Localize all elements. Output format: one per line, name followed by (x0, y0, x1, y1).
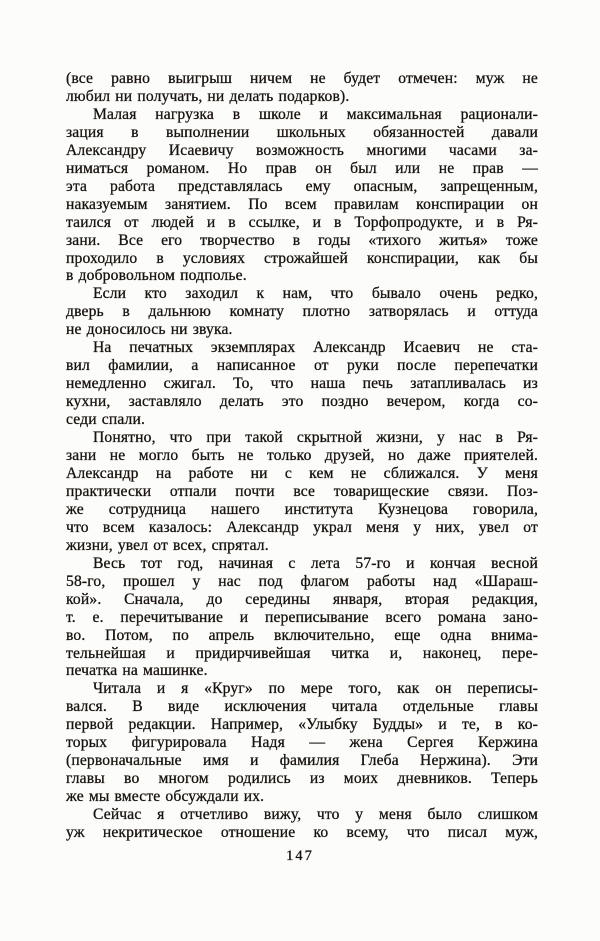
text-line: седи спали. (66, 411, 146, 429)
text-line: дверь в дальнюю комнату плотно затворялась и оттуда (66, 303, 538, 321)
text-line: т. е. перечитывание и переписывание всего романа зано- (66, 608, 538, 626)
text-line: во. Потом, по апрель включительно, еще одна внима- (66, 626, 538, 644)
text-line: Александр на работе ни с кем не сближался. У меня (66, 464, 538, 482)
text-line: вался. В виде исключения читала отдельные главы (66, 698, 538, 716)
text-line: (первоначальные имя и фамилия Глеба Нержина). Эти (66, 752, 538, 770)
text-line: таился от людей и в ссылке, и в Торфопродукте, и в Ря- (66, 213, 538, 231)
text-line: печатка на машинке. (66, 662, 208, 680)
text-line: 58-го, прошел у нас под флагом работы над «Шараш- (66, 572, 538, 590)
text-line: тельнейшая и придирчивейшая читка и, наконец, пере- (66, 644, 538, 662)
text-line: первой редакции. Например, «Улыбку Будды» и те, в ко- (66, 716, 538, 734)
page-number: 147 (286, 848, 314, 864)
text-line: жизни, увел от всех, спрятал. (66, 536, 269, 554)
text-line: ниматься романом. Но прав он был или не прав — (66, 159, 538, 177)
text-line: вил фамилии, а написанное от руки после перепечатки (66, 357, 538, 375)
text-line: эта работа представлялась ему опасным, запрещенным, (66, 177, 538, 195)
text-line: Читала и я «Круг» по мере того, как он переписы- (93, 680, 538, 698)
text-line: главы во многом родились из моих дневников. Теперь (66, 770, 538, 788)
text-line: кухни, заставляло делать это поздно вечером, когда со- (66, 393, 538, 411)
text-line: Понятно, что при такой скрытной жизни, у нас в Ря- (93, 429, 538, 447)
text-line: практически отпали почти все товарищеские связи. Поз- (66, 482, 538, 500)
text-line: Сейчас я отчетливо вижу, что у меня было слишком (93, 806, 538, 824)
text-line: кой». Сначала, до середины января, вторая редакция, (66, 590, 538, 608)
text-line: любил ни получать, ни делать подарков). (66, 87, 350, 105)
text-line: проходило в условиях строжайшей конспирации, как бы (66, 249, 538, 267)
text-line: наказуемым занятием. По всем правилам конспирации он (66, 195, 538, 213)
text-line: в добровольном подполье. (66, 267, 247, 285)
text-line: Весь тот год, начиная с лета 57-го и кончая весной (93, 554, 538, 572)
text-line: уж некритическое отношение ко всему, что писал муж, (66, 824, 538, 842)
text-line: Малая нагрузка в школе и максимальная рационали- (93, 105, 538, 123)
text-line: же мы вместе обсуждали их. (66, 788, 265, 806)
text-line: На печатных экземплярах Александр Исаевич не ста- (93, 339, 538, 357)
text-line: немедленно сжигал. То, что наша печь затапливалась из (66, 375, 538, 393)
page-text (66, 70, 538, 842)
text-line: (все равно выигрыш ничем не будет отмечен: муж не (66, 70, 538, 87)
text-line: Если кто заходил к нам, что бывало очень редко, (93, 285, 538, 303)
text-line: не доносилось ни звука. (66, 321, 233, 339)
text-line: же сотрудница нашего института Кузнецова говорила, (66, 500, 538, 518)
text-line: зани. Все его творчество в годы «тихого житья» тоже (66, 231, 538, 249)
text-line: что всем казалось: Александр украл меня у них, увел от (66, 518, 538, 536)
text-line: зани не могло быть не только друзей, но даже приятелей. (66, 447, 538, 465)
text-line: Александру Исаевичу возможность многими часами за- (66, 141, 538, 159)
text-line: зация в выполнении школьных обязанностей давали (66, 123, 538, 141)
text-line: торых фигурировала Надя — жена Сергея Кержина (66, 734, 538, 752)
